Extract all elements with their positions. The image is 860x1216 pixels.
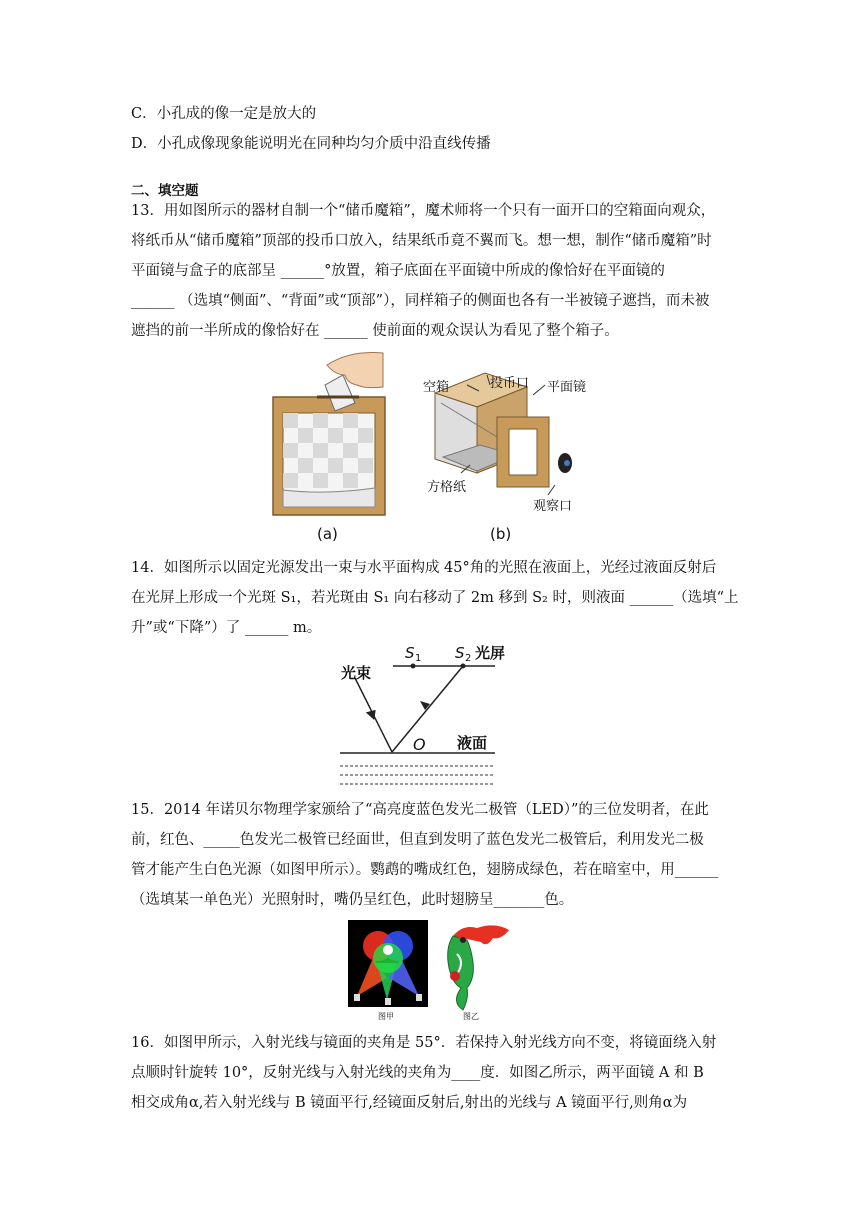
point-s1 bbox=[411, 664, 416, 669]
q13-line-2: 将纸币从“储币魔箱”顶部的投币口放入，结果纸币竟不翼而飞。想一想，制作“储币魔箱”时 bbox=[131, 233, 712, 249]
label-a: (a) bbox=[317, 525, 338, 543]
label-viewing-window: 观察口 bbox=[533, 499, 573, 514]
label-o: O bbox=[413, 735, 426, 754]
q15-line-1: 15．2014 年诺贝尔物理学家颁给了“高亮度蓝色发光二极管（LED）”的三位发明者，在此 bbox=[131, 802, 709, 818]
option-d: D．小孔成像现象能说明光在同种均匀介质中沿直线传播 bbox=[131, 136, 491, 152]
q14-line-3: 升”或“下降”）了 ______ m。 bbox=[131, 620, 322, 636]
q15-figure bbox=[345, 918, 515, 1022]
label-empty-box: 空箱 bbox=[423, 380, 450, 395]
q15-line-2: 前，红色、_____色发光二极管已经面世，但直到发明了蓝色发光二极管后，利用发光二极 bbox=[131, 832, 704, 848]
q13-line-5: 遮挡的前一半所成的像恰好在 ______ 使前面的观众误认为看见了整个箱子。 bbox=[131, 323, 619, 339]
label-grid-paper: 方格纸 bbox=[427, 480, 467, 495]
q15-line-4: （选填某一单色光）光照射时，嘴仍呈红色，此时翅膀呈_______色。 bbox=[131, 892, 574, 908]
label-screen: 光屏 bbox=[475, 644, 506, 662]
label-coin-slot: 投币口 bbox=[490, 376, 530, 391]
q13-line-4: ______ （选填“侧面”、“背面”或“顶部”），同样箱子的侧面也各有一半被镜子遮挡，而未被 bbox=[131, 293, 710, 309]
q16-line-3: 相交成角α,若入射光线与 B 镜面平行,经镜面反射后,射出的光线与 A 镜面平行,则角α为 bbox=[131, 1095, 688, 1111]
q16-line-2: 点顺时针旋转 10°，反射光线与入射光线的夹角为____度．如图乙所示，两平面镜 A 和 B bbox=[131, 1065, 704, 1081]
label-s2-sub: 2 bbox=[465, 653, 472, 664]
label-liquid: 液面 bbox=[457, 734, 488, 752]
label-b: (b) bbox=[490, 525, 512, 543]
magic-box-a bbox=[273, 353, 385, 516]
section-title: 二、填空题 bbox=[131, 183, 199, 199]
q14-line-1: 14．如图所示以固定光源发出一束与水平面构成 45°角的光照在液面上，光经过液面反射后 bbox=[131, 560, 717, 576]
q14-figure bbox=[335, 638, 506, 788]
option-c: C．小孔成的像一定是放大的 bbox=[131, 106, 317, 122]
q13-figure bbox=[265, 345, 595, 545]
label-plane-mirror: 平面镜 bbox=[547, 380, 587, 395]
label-s1: S bbox=[405, 644, 415, 662]
label-yi: 图乙 bbox=[463, 1012, 479, 1021]
q16-line-1: 16．如图甲所示，入射光线与镜面的夹角是 55°．若保持入射光线方向不变，将镜面绕入射 bbox=[131, 1035, 717, 1051]
rgb-led-image bbox=[348, 920, 428, 1007]
label-s2: S bbox=[455, 644, 465, 662]
label-beam: 光束 bbox=[341, 664, 372, 682]
label-s1-sub: 1 bbox=[415, 653, 422, 664]
q15-line-3: 管才能产生白色光源（如图甲所示）。鹦鹉的嘴成红色，翅膀成绿色，若在暗室中，用______ bbox=[131, 862, 719, 878]
q13-line-1: 13．用如图所示的器材自制一个“储币魔箱”，魔术师将一个只有一面开口的空箱面向观众， bbox=[131, 203, 716, 219]
label-jia: 图甲 bbox=[378, 1012, 394, 1021]
q14-line-2: 在光屏上形成一个光斑 S₁，若光斑由 S₁ 向右移动了 2m 移到 S₂ 时，则液面 ______（选填“上 bbox=[131, 590, 739, 606]
reflected-ray bbox=[392, 666, 463, 752]
parrot-image bbox=[448, 925, 509, 1010]
q13-line-3: 平面镜与盒子的底部呈 ______°放置，箱子底面在平面镜中所成的像恰好在平面镜的 bbox=[131, 263, 665, 279]
